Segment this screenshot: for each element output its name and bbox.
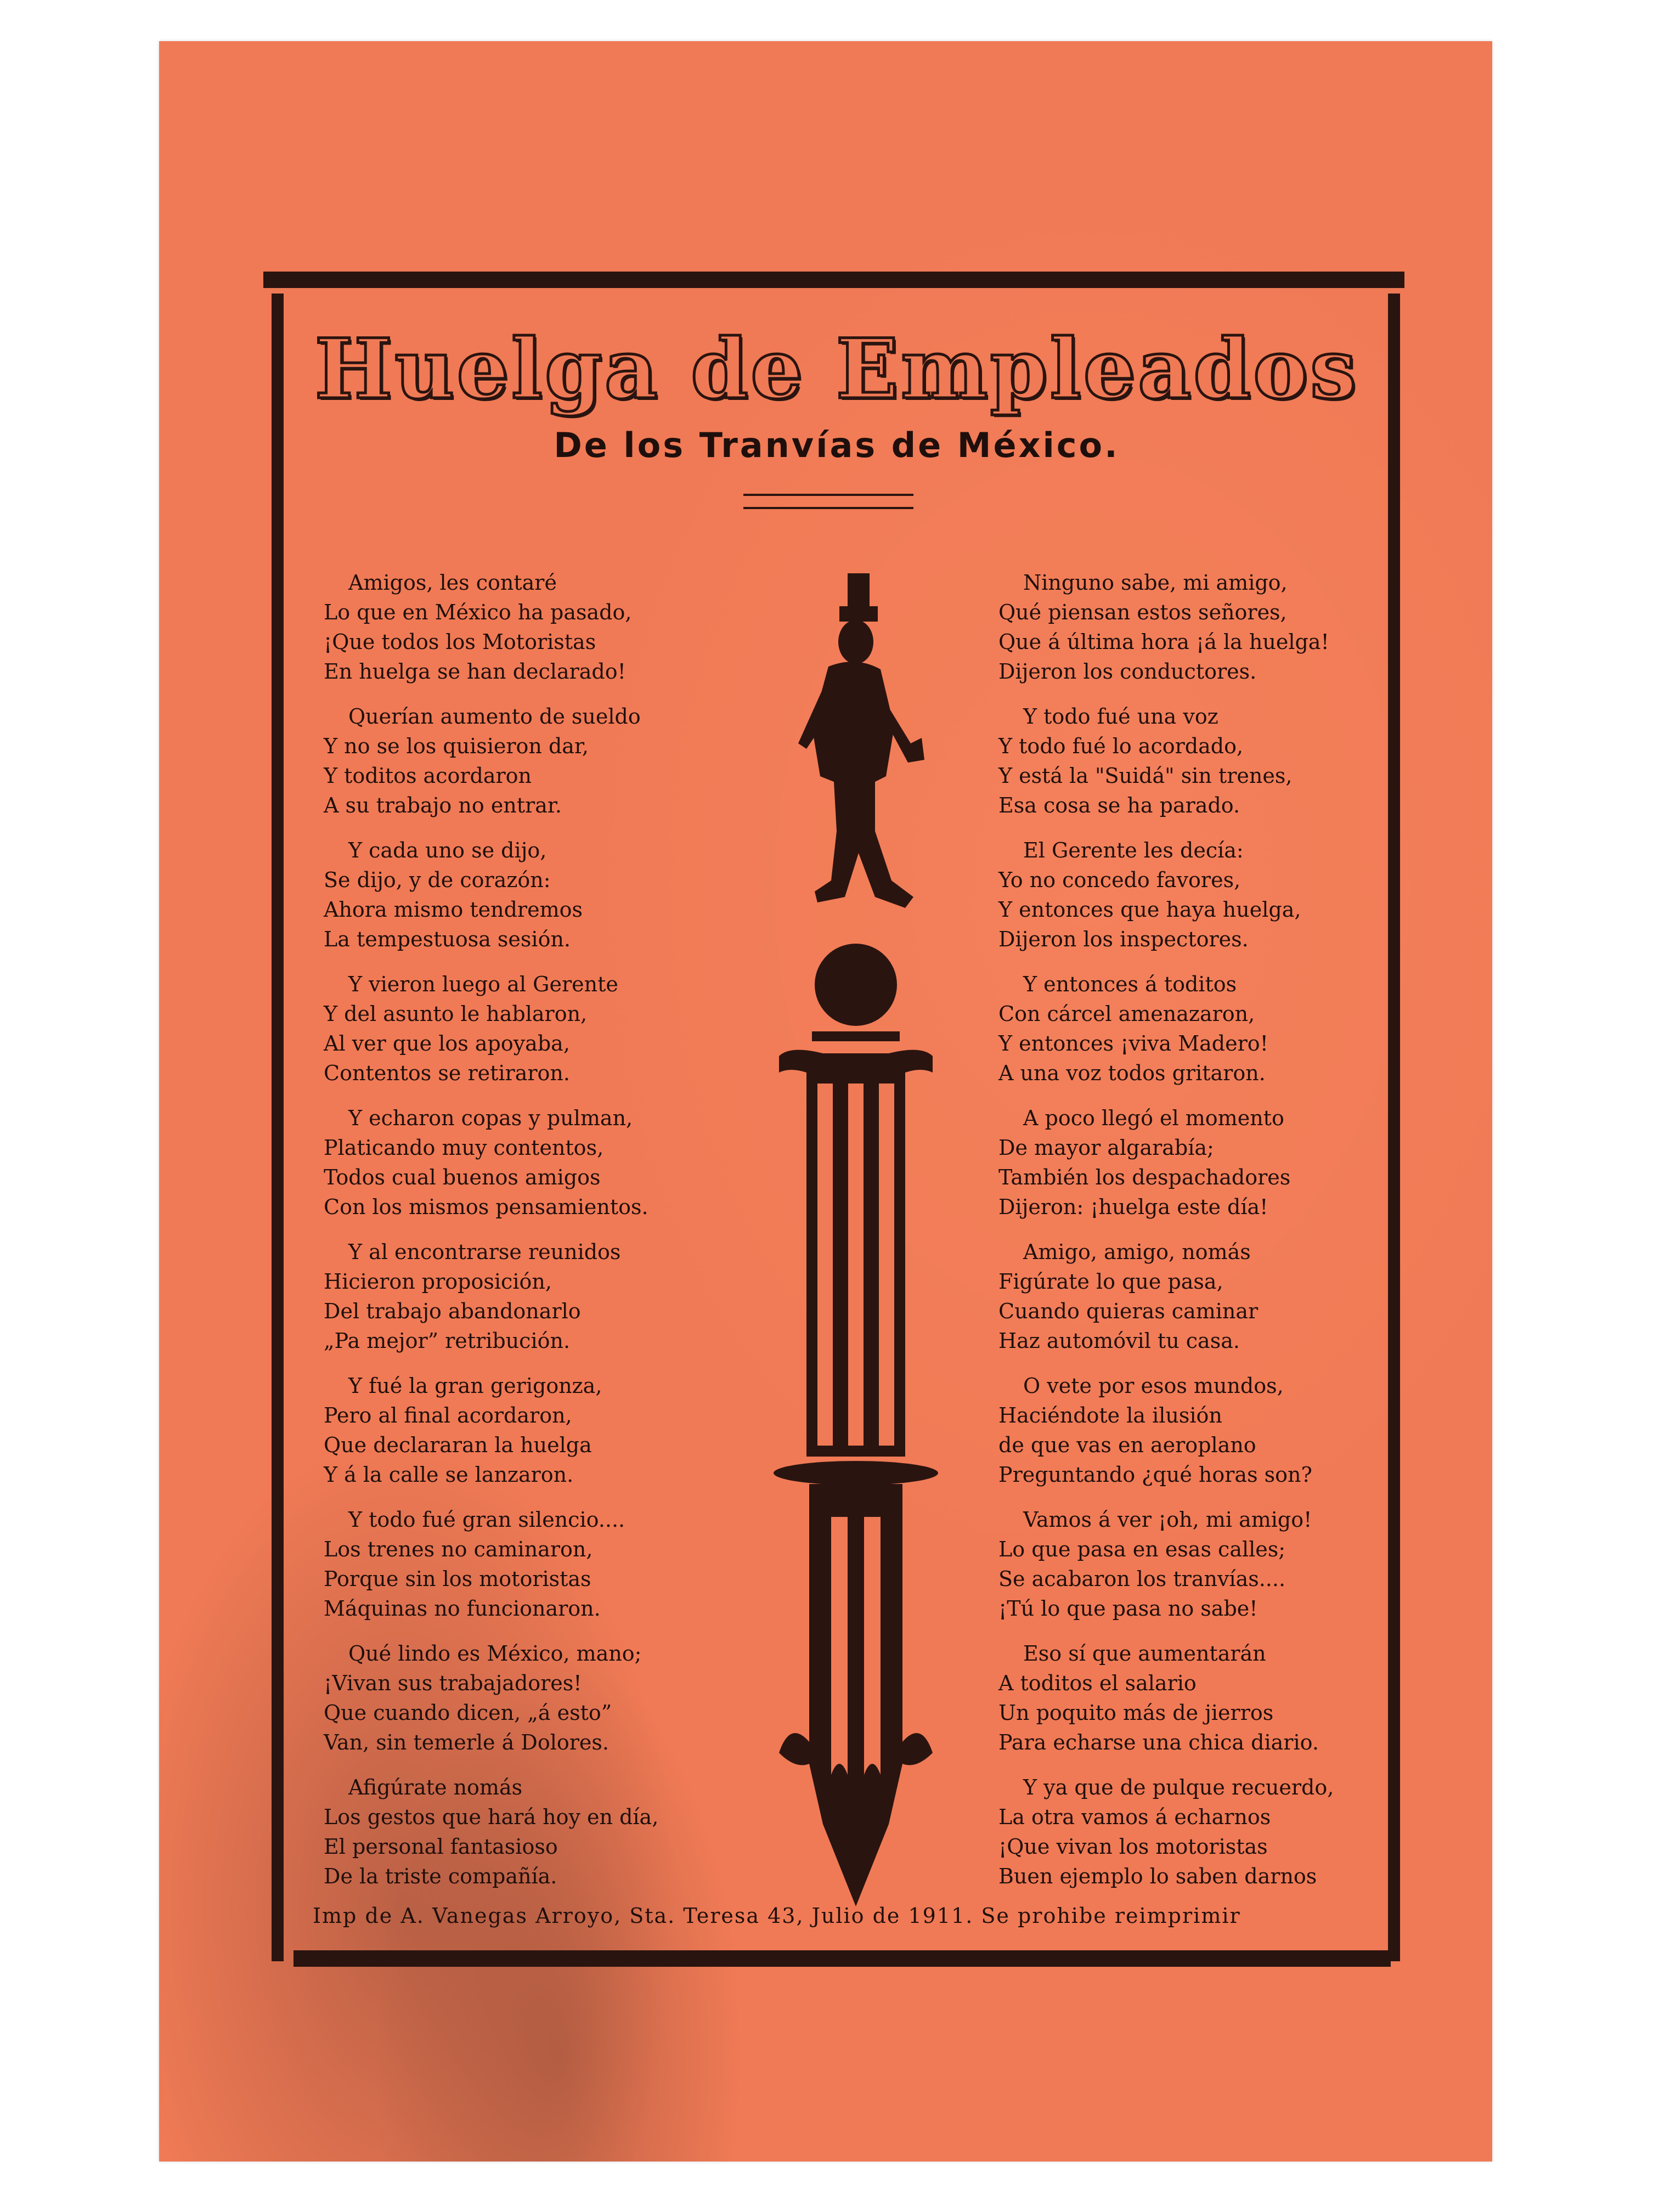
poem-line: Preguntando ¿qué horas son? <box>998 1463 1312 1487</box>
poem-line: La tempestuosa sesión. <box>324 927 571 951</box>
poem-line: Y ya que de pulque recuerdo, <box>1023 1775 1334 1799</box>
left-stanza <box>324 1639 719 1757</box>
poem-line: Que declararan la huelga <box>324 1433 592 1457</box>
poem-line: Contentos se retiraron. <box>324 1061 570 1085</box>
poem-line: A poco llegó el momento <box>1023 1106 1284 1130</box>
poem-line: Querían aumento de sueldo <box>348 704 641 729</box>
poem-line: Y fué la gran gerigonza, <box>348 1374 602 1398</box>
poem-line: El Gerente les decía: <box>1023 838 1244 862</box>
poem-line: Haz automóvil tu casa. <box>998 1329 1240 1353</box>
frame-bottom-border <box>294 1950 1391 1967</box>
poem-line: Amigos, les contaré <box>348 571 557 595</box>
poem-line: Haciéndote la ilusión <box>998 1403 1222 1427</box>
right-stanza <box>998 969 1393 1088</box>
left-stanza <box>324 1103 719 1222</box>
right-stanza <box>998 1773 1393 1891</box>
left-stanza <box>324 1505 719 1623</box>
poem-line: Dijeron los inspectores. <box>998 927 1249 951</box>
poem-line: Pero al final acordaron, <box>324 1403 572 1427</box>
poem-line: Y todo fué lo acordado, <box>998 734 1244 758</box>
poem-line: Los trenes no caminaron, <box>324 1537 593 1561</box>
poem-line: Y no se los quisieron dar, <box>324 734 589 758</box>
poem-line: Y está la "Suidá" sin trenes, <box>998 764 1293 788</box>
poem-line: Para echarse una chica diario. <box>998 1730 1319 1754</box>
poem-line: Hicieron proposición, <box>324 1269 552 1294</box>
right-stanza <box>998 1371 1393 1489</box>
walking-man-woodcut-icon <box>798 573 924 908</box>
poem-line: O vete por esos mundos, <box>1023 1374 1284 1398</box>
right-stanza <box>998 836 1393 954</box>
poem-line: Se acabaron los tranvías.... <box>998 1567 1286 1591</box>
poem-line: Un poquito más de jierros <box>998 1701 1274 1725</box>
poem-line: Lo que pasa en esas calles; <box>998 1537 1286 1561</box>
poem-line: ¡Que vivan los motoristas <box>998 1835 1268 1859</box>
poem-line: de que vas en aeroplano <box>998 1433 1256 1457</box>
poem-line: ¡Que todos los Motoristas <box>324 630 596 654</box>
poem-line: Yo no concedo favores, <box>998 868 1241 892</box>
frame-top-border <box>263 272 1404 288</box>
poem-line: Y toditos acordaron <box>324 764 532 788</box>
poem-line: La otra vamos á echarnos <box>998 1805 1271 1829</box>
poem-line: Afigúrate nomás <box>348 1775 523 1799</box>
poem-left-column <box>324 568 719 1906</box>
poem-line: ¡Vivan sus trabajadores! <box>324 1671 582 1695</box>
poem-line: Al ver que los apoyaba, <box>324 1031 570 1056</box>
poem-line: También los despachadores <box>998 1165 1291 1189</box>
poem-line: Se dijo, y de corazón: <box>324 868 551 892</box>
right-stanza <box>998 1639 1393 1757</box>
left-stanza <box>324 836 719 954</box>
left-stanza <box>324 1371 719 1489</box>
poem-line: Que cuando dicen, „á esto” <box>324 1701 612 1725</box>
poem-line: Y al encontrarse reunidos <box>348 1240 621 1264</box>
poem-line: Y todo fué gran silencio.... <box>348 1508 625 1532</box>
poem-line: Dijeron los conductores. <box>998 659 1257 684</box>
poem-line: Eso sí que aumentarán <box>1023 1641 1266 1666</box>
poem-line: A una voz todos gritaron. <box>998 1061 1266 1085</box>
poem-line: De mayor algarabía; <box>998 1136 1214 1160</box>
frame-left-border <box>272 294 284 1961</box>
poem-line: Y á la calle se lanzaron. <box>324 1463 574 1487</box>
poem-line: Cuando quieras caminar <box>998 1299 1259 1323</box>
page-subtitle: De los Tranvías de México. <box>554 425 1120 465</box>
decorative-column-ornament-icon <box>774 944 938 1906</box>
right-stanza <box>998 1103 1393 1222</box>
poem-line: Figúrate lo que pasa, <box>998 1269 1223 1294</box>
left-stanza <box>324 568 719 686</box>
poem-line: El personal fantasioso <box>324 1835 558 1859</box>
poem-right-column <box>998 568 1393 1906</box>
poem-line: Del trabajo abandonarlo <box>324 1299 581 1323</box>
poem-line: Y echaron copas y pulman, <box>348 1106 633 1130</box>
poem-line: Lo que en México ha pasado, <box>324 600 632 624</box>
right-stanza <box>998 568 1393 686</box>
right-stanza <box>998 1237 1393 1356</box>
poem-line: Con cárcel amenazaron, <box>998 1002 1255 1026</box>
poem-line: De la triste compañía. <box>324 1864 557 1888</box>
poem-line: A su trabajo no entrar. <box>324 793 562 817</box>
woodcut-illustration <box>757 546 955 1912</box>
left-stanza <box>324 1773 719 1891</box>
printer-imprint: Imp de A. Vanegas Arroyo, Sta. Teresa 43, Julio de 1911. Se prohibe reimprimir <box>313 1904 1241 1928</box>
poem-line: Qué piensan estos señores, <box>998 600 1287 624</box>
poem-line: Máquinas no funcionaron. <box>324 1596 601 1621</box>
poem-line: Y cada uno se dijo, <box>348 838 547 862</box>
title-divider <box>743 494 913 509</box>
poem-line: Y todo fué una voz <box>1023 704 1218 729</box>
left-stanza <box>324 702 719 820</box>
poem-line: Que á última hora ¡á la huelga! <box>998 630 1329 654</box>
poem-line: En huelga se han declarado! <box>324 659 626 684</box>
poem-line: Y vieron luego al Gerente <box>348 972 618 996</box>
broadside-sheet <box>159 41 1492 2162</box>
poem-line: „Pa mejor” retribución. <box>324 1329 571 1353</box>
poem-line: Dijeron: ¡huelga este día! <box>998 1195 1268 1219</box>
poem-line: ¡Tú lo que pasa no sabe! <box>998 1596 1258 1621</box>
poem-line: A toditos el salario <box>998 1671 1197 1695</box>
poem-line: Y entonces ¡viva Madero! <box>998 1031 1268 1056</box>
poem-line: Todos cual buenos amigos <box>324 1165 601 1189</box>
left-stanza <box>324 1237 719 1356</box>
right-stanza <box>998 1505 1393 1623</box>
poem-line: Ahora mismo tendremos <box>324 898 583 922</box>
poem-line: Los gestos que hará hoy en día, <box>324 1805 659 1829</box>
poem-line: Y entonces que haya huelga, <box>998 898 1301 922</box>
poem-line: Porque sin los motoristas <box>324 1567 591 1591</box>
left-stanza <box>324 969 719 1088</box>
right-stanza <box>998 702 1393 820</box>
poem-line: Ninguno sabe, mi amigo, <box>1023 571 1288 595</box>
poem-line: Van, sin temerle á Dolores. <box>324 1730 609 1754</box>
poem-line: Y del asunto le hablaron, <box>324 1002 588 1026</box>
poem-line: Con los mismos pensamientos. <box>324 1195 648 1219</box>
poem-line: Vamos á ver ¡oh, mi amigo! <box>1023 1508 1312 1532</box>
poem-line: Qué lindo es México, mano; <box>348 1641 642 1666</box>
poem-line: Esa cosa se ha parado. <box>998 793 1240 817</box>
poem-line: Y entonces á toditos <box>1023 972 1237 996</box>
poem-line: Platicando muy contentos, <box>324 1136 604 1160</box>
page-title: Huelga de Empleados <box>314 321 1359 417</box>
poem-line: Buen ejemplo lo saben darnos <box>998 1864 1317 1888</box>
poem-line: Amigo, amigo, nomás <box>1023 1240 1251 1264</box>
